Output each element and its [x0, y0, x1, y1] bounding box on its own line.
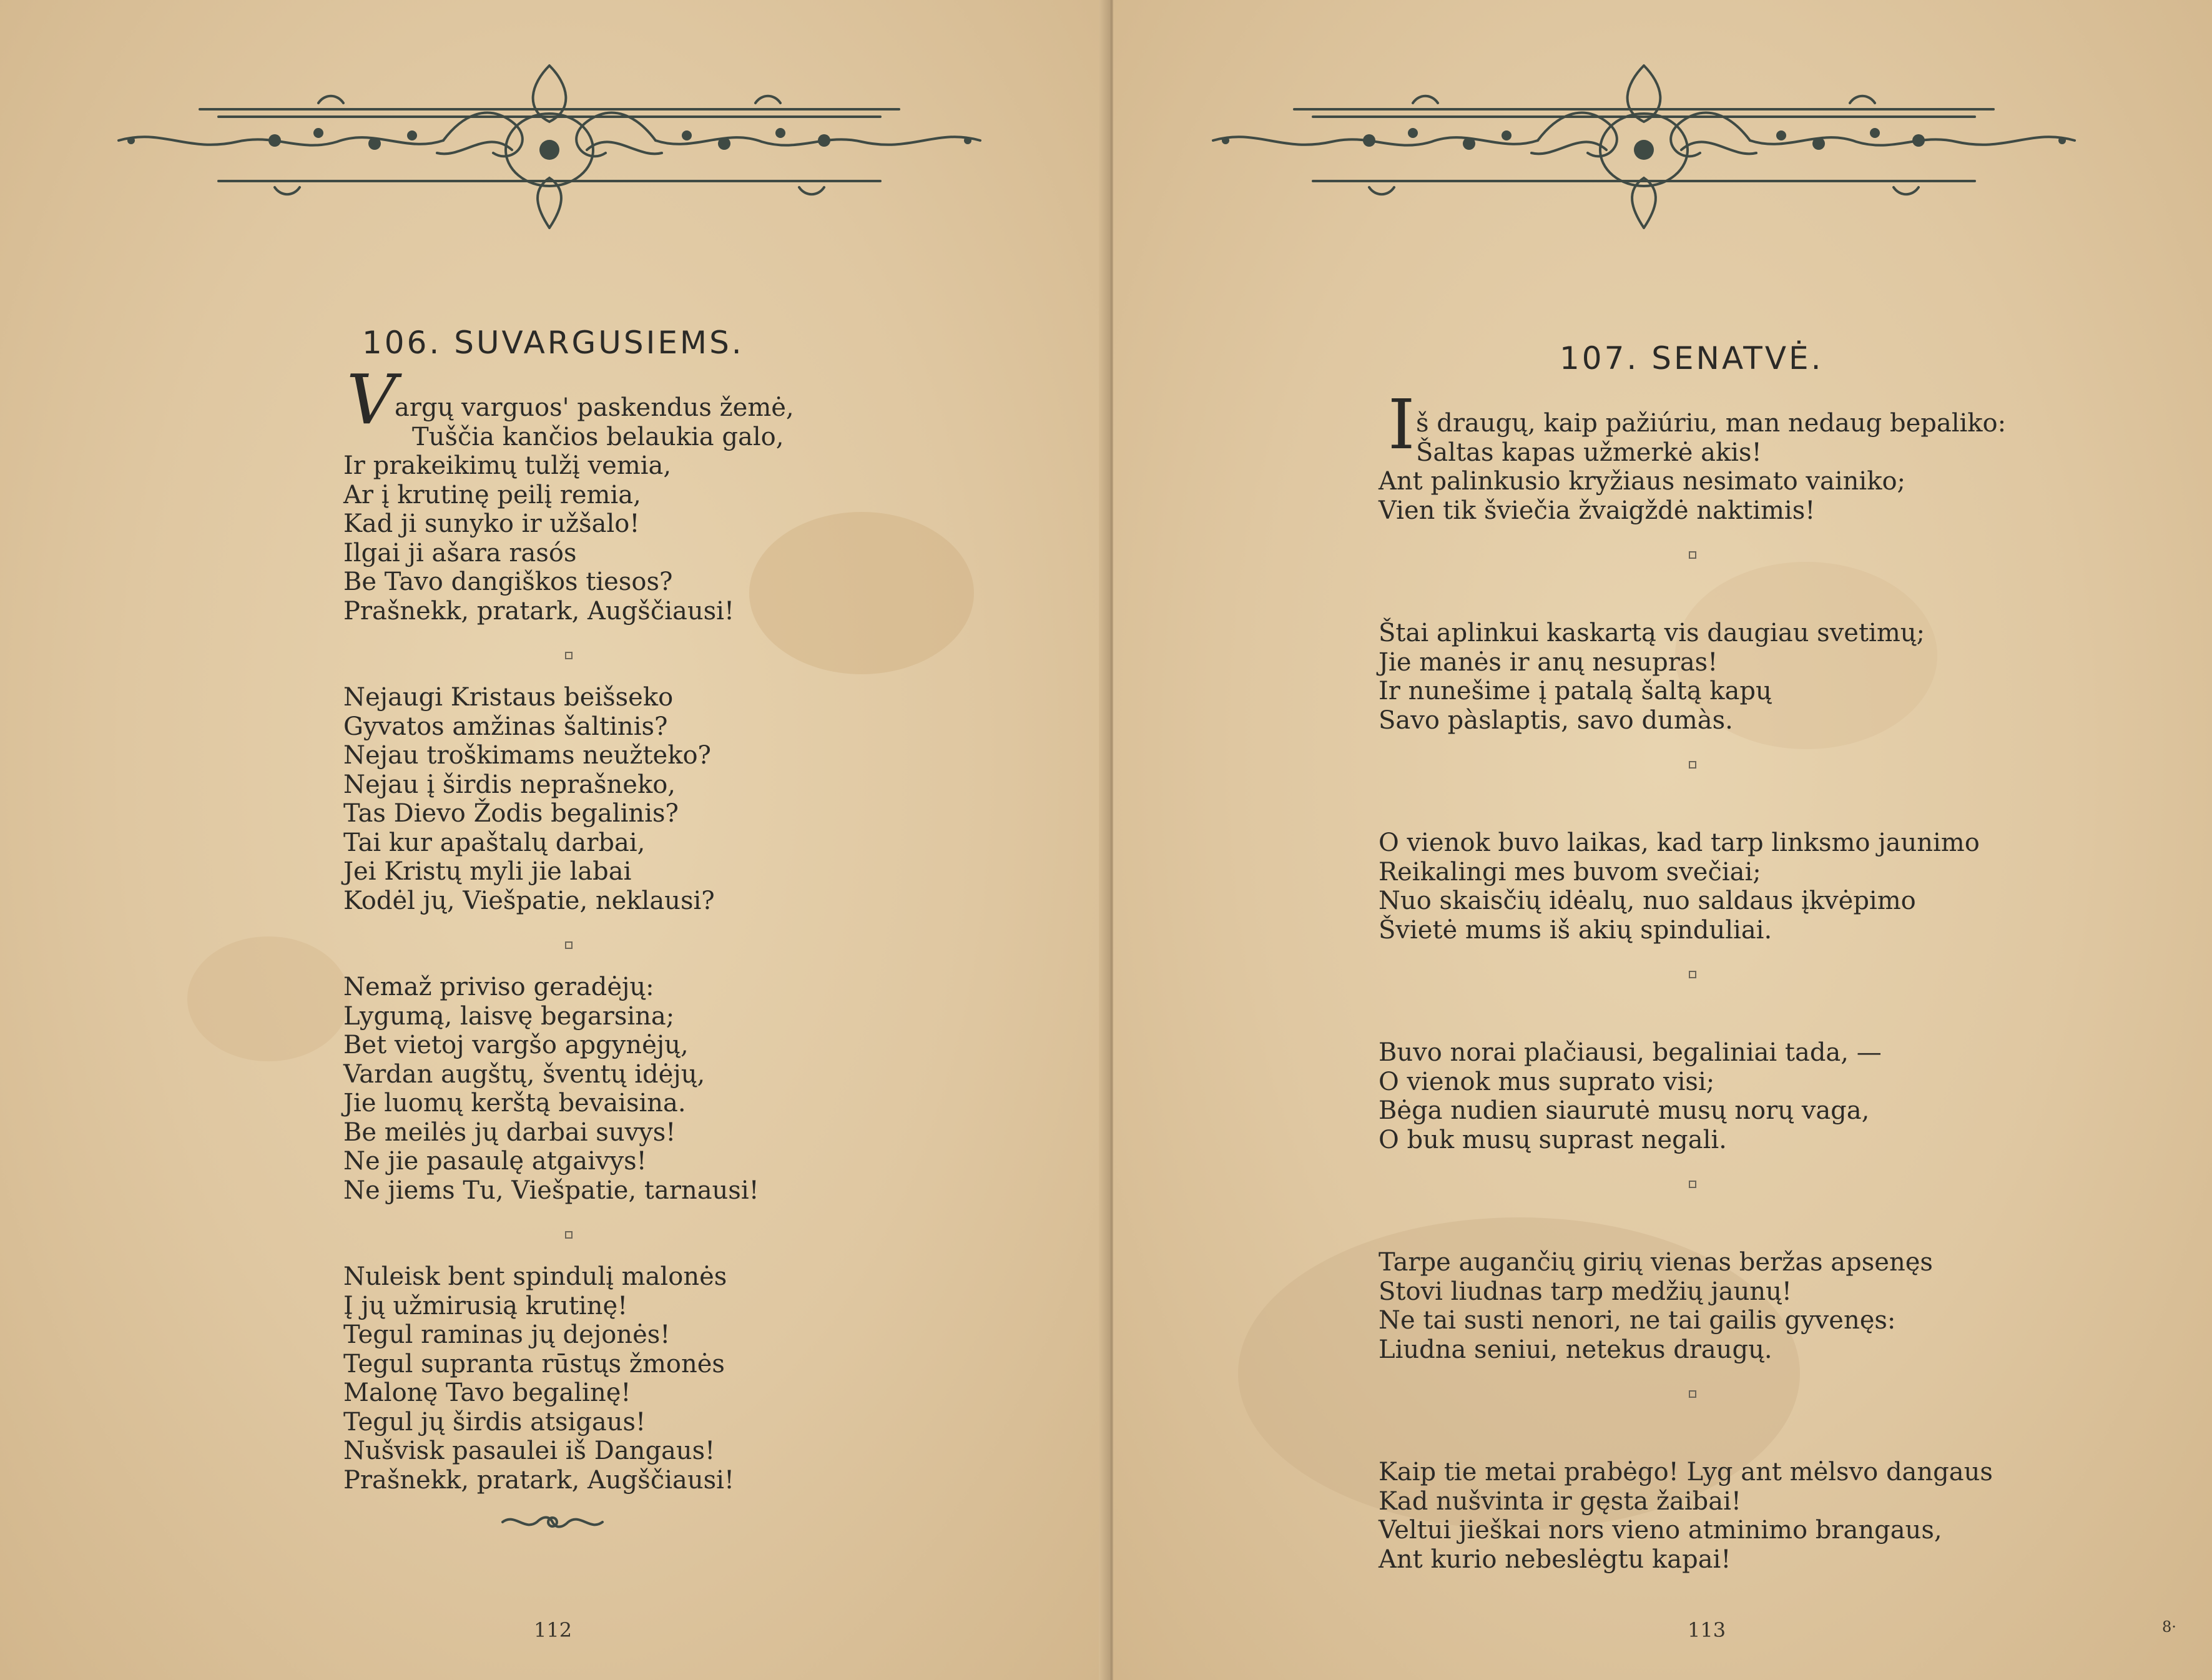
poem-line: Į jų užmirusią krutinę!: [343, 1291, 628, 1320]
poem-line: Nemaž priviso geradėjų:: [343, 973, 654, 1001]
poem-line: Jei Kristų myli jie labai: [343, 857, 632, 886]
floral-headpiece-icon: [1207, 59, 2081, 234]
poem-line: Tegul jų širdis atsigaus!: [343, 1407, 646, 1437]
floral-headpiece-icon: [112, 59, 986, 234]
page-title: 107. SENATVĖ.: [1560, 340, 1824, 376]
poem-line: Be Tavo dangiškos tiesos?: [343, 567, 673, 596]
poem-line: Ne jiems Tu, Viešpatie, tarnausi!: [343, 1176, 759, 1205]
poem-line: Kad nušvinta ir gęsta žaibai!: [1379, 1486, 1741, 1516]
poem-body: [343, 393, 794, 1495]
poem-line: Tarpe augančių girių vienas beržas apsenęs: [1379, 1248, 1933, 1277]
poem-line: Ant kurio nebeslėgtu kapai!: [1379, 1545, 1731, 1574]
poem-line: Ir nunešime į patalą šaltą kapų: [1379, 677, 1772, 705]
poem-line: O buk musų suprast negali.: [1379, 1125, 1727, 1154]
poem-line: Ant palinkusio kryžiaus nesimato vainiko;: [1379, 467, 1906, 496]
poem-line: Vardan augštų, šventų idėjų,: [343, 1059, 705, 1089]
edge-mark: 8·: [2162, 1618, 2176, 1636]
poem-line: Savo pàslaptis, savo dumàs.: [1379, 705, 1733, 735]
right-page: [1113, 0, 2212, 1680]
stanza-separator-icon: [343, 626, 794, 683]
poem-line: Nušvisk pasaulei iš Dangaus!: [343, 1437, 715, 1465]
poem-line: Veltui jieškai nors vieno atminimo brangaus,: [1379, 1516, 1942, 1545]
poem-line: Tegul raminas jų dejonės!: [343, 1320, 671, 1349]
poem-line: Be meilės jų darbai suvys!: [343, 1118, 676, 1147]
poem-line: Nejau troškimams neužteko?: [343, 741, 711, 770]
poem-line: O vienok buvo laikas, kad tarp linksmo jaunimo: [1379, 828, 1980, 857]
poem-line: Nejaugi Kristaus beišseko: [343, 683, 674, 712]
stanza-separator-icon: [1379, 525, 2006, 619]
poem-line: Bet vietoj vargšo apgynėjų,: [343, 1031, 689, 1059]
paper-stain: [187, 936, 350, 1061]
poem-line: Tuščia kančios belaukia galo,: [412, 422, 784, 451]
stanza-separator-icon: [1379, 735, 2006, 828]
poem-line: š draugų, kaip pažiúriu, man nedaug bepaliko:: [1416, 409, 2007, 438]
drop-cap: I: [1388, 385, 1415, 464]
stanza-separator-icon: [343, 915, 794, 973]
poem-line: argų varguos' paskendus žemė,: [395, 393, 794, 422]
poem-line: Jie manės ir anų nesupras!: [1379, 647, 1718, 677]
poem-line: Prašnekk, pratark, Augščiausi!: [343, 596, 735, 626]
poem-line: Ar į krutinę peilį remia,: [343, 480, 641, 509]
poem-line: Tai kur apaštalų darbai,: [343, 828, 646, 857]
poem-line: Reikalingi mes buvom svečiai;: [1379, 857, 1761, 887]
poem-line: Tas Dievo Žodis begalinis?: [343, 799, 679, 828]
stanza-separator-icon: [1379, 1364, 2006, 1458]
poem-line: Gyvatos amžinas šaltinis?: [343, 712, 668, 741]
poem-line: Kaip tie metai prabėgo! Lyg ant mėlsvo dangaus: [1379, 1458, 1993, 1486]
poem-line: Šaltas kapas užmerkė akis!: [1416, 438, 1762, 467]
poem-body: [1379, 409, 2006, 1574]
poem-line: Nejau į širdis neprašneko,: [343, 770, 676, 799]
poem-line: Ne jie pasaulę atgaivys!: [343, 1147, 647, 1176]
poem-line: O vienok mus suprato visi;: [1379, 1067, 1715, 1096]
poem-line: Ilgai ji ašara rasós: [343, 538, 577, 567]
poem-line: Kodėl jų, Viešpatie, neklausi?: [343, 886, 715, 915]
poem-line: Kad ji sunyko ir užšalo!: [343, 509, 640, 538]
poem-line: Nuo skaisčių idėalų, nuo saldaus įkvėpimo: [1379, 887, 1916, 915]
page-number: 112: [534, 1618, 573, 1642]
stanza-separator-icon: [1379, 945, 2006, 1038]
poem-line: Ne tai susti nenori, ne tai gailis gyvenęs:: [1379, 1306, 1896, 1335]
poem-line: Liudna seniui, netekus draugų.: [1379, 1335, 1772, 1364]
poem-line: Jie luomų kerštą bevaisina.: [343, 1089, 686, 1118]
poem-line: Stovi liudnas tarp medžių jaunų!: [1379, 1277, 1792, 1306]
drop-cap: V: [347, 360, 396, 440]
poem-line: Vien tik šviečia žvaigždė naktimis!: [1379, 496, 1816, 525]
poem-line: Bėga nudien siaurutė musų norų vaga,: [1379, 1096, 1870, 1125]
poem-line: Lygumą, laisvę begarsina;: [343, 1001, 675, 1031]
poem-line: Tegul supranta rūstųs žmonės: [343, 1349, 725, 1378]
poem-line: Buvo norai plačiausi, begaliniai tada, —: [1379, 1038, 1882, 1067]
page-title: 106. SUVARGUSIEMS.: [362, 325, 744, 361]
scroll-tailpiece-icon: [499, 1510, 606, 1535]
poem-line: Ir prakeikimų tulžį vemia,: [343, 451, 672, 480]
poem-line: Švietė mums iš akių spinduliai.: [1379, 915, 1772, 945]
poem-line: Malonę Tavo begalinę!: [343, 1378, 631, 1407]
page-number: 113: [1688, 1618, 1726, 1642]
poem-line: Štai aplinkui kaskartą vis daugiau svetimų;: [1379, 619, 1925, 647]
stanza-separator-icon: [1379, 1154, 2006, 1248]
stanza-separator-icon: [343, 1205, 794, 1262]
poem-line: Nuleisk bent spindulį malonės: [343, 1262, 727, 1291]
poem-line: Prašnekk, pratark, Augščiausi!: [343, 1465, 735, 1495]
